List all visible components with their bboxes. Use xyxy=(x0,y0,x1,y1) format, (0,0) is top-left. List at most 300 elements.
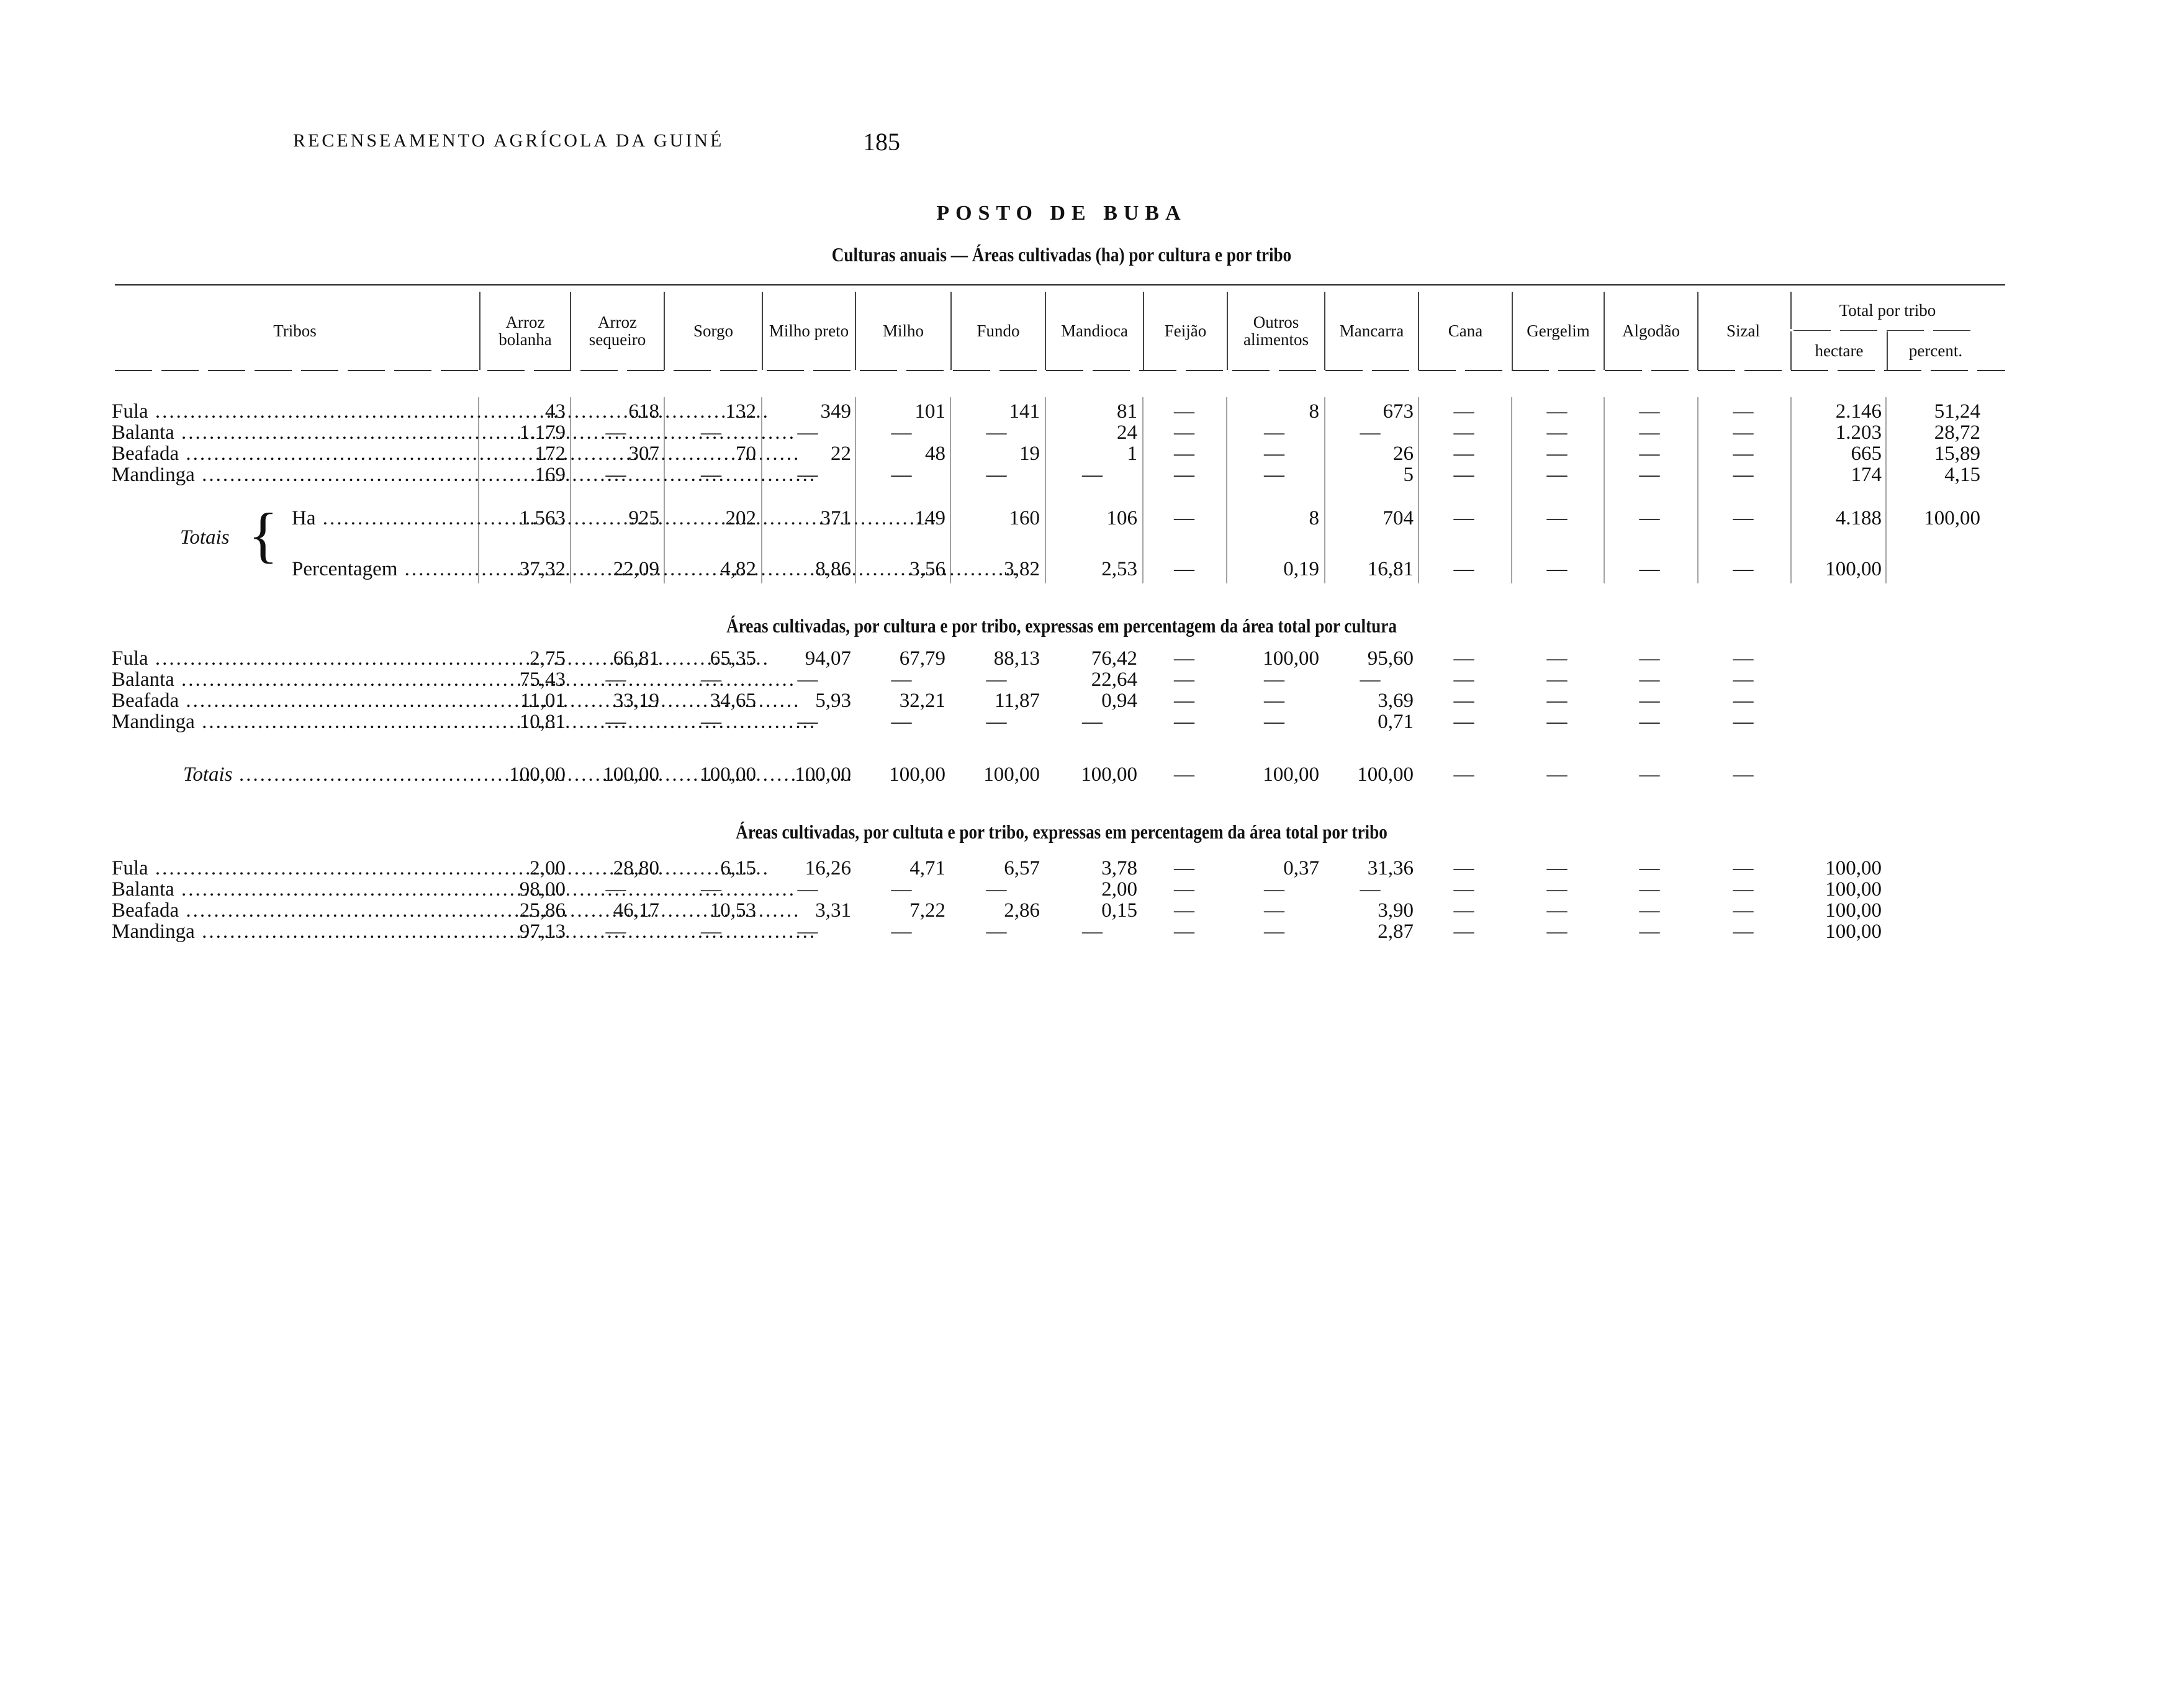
table-cell: 132 xyxy=(725,400,756,423)
table-cell: 65,35 xyxy=(710,647,756,670)
table-cell: — xyxy=(1360,878,1381,901)
column-rule xyxy=(664,397,665,583)
table-cell: 307 xyxy=(628,443,659,465)
table-cell: 618 xyxy=(628,400,659,423)
table-cell: 6,15 xyxy=(720,857,756,879)
table-cell: — xyxy=(986,711,1007,733)
table-cell: — xyxy=(1453,464,1474,486)
column-header: Mancarra xyxy=(1324,292,1418,370)
table-cell: — xyxy=(1733,507,1754,529)
table-cell: — xyxy=(1639,878,1660,901)
table-row xyxy=(0,901,2179,920)
table-cell: 28,72 xyxy=(1934,421,1980,444)
table-cell: 106 xyxy=(1106,507,1137,529)
table-cell: — xyxy=(1082,711,1103,733)
table-cell: 98,00 xyxy=(519,878,566,901)
table-cell: 100,00 xyxy=(1263,647,1319,670)
table-cell: — xyxy=(1639,690,1660,712)
header-hectare: hectare xyxy=(1790,331,1887,370)
table-cell: — xyxy=(1733,558,1754,580)
table-cell: 8 xyxy=(1309,507,1319,529)
row-label: Mandinga ..... xyxy=(112,712,472,731)
column-header: Gergelim xyxy=(1512,292,1604,370)
table-cell: — xyxy=(1639,647,1660,670)
table-cell: 2,87 xyxy=(1378,920,1414,943)
table-cell: — xyxy=(1639,668,1660,691)
table-cell: — xyxy=(1733,857,1754,879)
table-cell: — xyxy=(1546,711,1568,733)
table-cell: — xyxy=(1082,464,1103,486)
table-cell: 100,00 xyxy=(1825,558,1882,580)
table-cell: — xyxy=(1174,920,1194,943)
table-cell: — xyxy=(1733,878,1754,901)
table-cell: 3,56 xyxy=(909,558,945,580)
table-cell: — xyxy=(986,421,1007,444)
table-cell: 141 xyxy=(1009,400,1040,423)
table-cell: 3,78 xyxy=(1101,857,1137,879)
table-cell: 100,00 xyxy=(1825,899,1882,922)
column-rule xyxy=(855,397,856,583)
table-cell: 100,00 xyxy=(1924,507,1980,529)
table-cell: — xyxy=(1453,421,1474,444)
table-cell: 100,00 xyxy=(1081,763,1137,786)
header-tribos: Tribos xyxy=(273,321,317,340)
table-cell: 665 xyxy=(1851,443,1882,465)
table-cell: — xyxy=(1264,878,1284,901)
table-cell: — xyxy=(1546,878,1568,901)
table-cell: — xyxy=(986,668,1007,691)
column-rule xyxy=(478,397,479,583)
table-cell: 81 xyxy=(1117,400,1137,423)
table-cell: — xyxy=(1174,558,1194,580)
column-rule xyxy=(1226,397,1227,583)
table-cell: — xyxy=(1174,711,1194,733)
table-cell: 100,00 xyxy=(1825,920,1882,943)
row-label: Mandinga ..... xyxy=(112,465,472,484)
section-title-por-cultura: Áreas cultivadas, por cultura e por tribo, expressas em percentagem da área total por cultura xyxy=(726,614,1397,637)
column-header: Arroz sequeiro xyxy=(570,292,664,370)
table-cell: 2.146 xyxy=(1835,400,1882,423)
table-cell: — xyxy=(1639,857,1660,879)
table-cell: — xyxy=(1453,763,1474,786)
table-cell: 100,00 xyxy=(1825,878,1882,901)
table-cell: — xyxy=(1453,668,1474,691)
table-cell: — xyxy=(1546,421,1568,444)
table-cell: — xyxy=(986,464,1007,486)
table-cell: — xyxy=(1174,507,1194,529)
table-cell: — xyxy=(1639,899,1660,922)
table-row xyxy=(0,880,2179,899)
column-header: Mandioca xyxy=(1045,292,1143,370)
table-cell: — xyxy=(1733,920,1754,943)
table-cell: — xyxy=(797,464,818,486)
page-number: 185 xyxy=(863,128,900,156)
table-row xyxy=(0,402,2179,421)
column-rule xyxy=(1885,397,1887,583)
totais-label: Totais xyxy=(180,526,230,549)
table-cell: — xyxy=(1733,711,1754,733)
row-label: Beafada ..... xyxy=(112,444,472,463)
table-cell: 160 xyxy=(1009,507,1040,529)
table-cell: 100,00 xyxy=(509,763,566,786)
table-cell: 100,00 xyxy=(795,763,851,786)
table-row xyxy=(0,509,2179,528)
table-cell: — xyxy=(1453,690,1474,712)
table-cell: 0,94 xyxy=(1101,690,1137,712)
table-cell: 28,80 xyxy=(613,857,659,879)
table-cell: — xyxy=(1546,507,1568,529)
table-cell: — xyxy=(1453,443,1474,465)
table-cell: 1.563 xyxy=(519,507,566,529)
table-cell: — xyxy=(701,464,721,486)
table-cell: — xyxy=(701,421,721,444)
table-cell: — xyxy=(1733,464,1754,486)
table-cell: — xyxy=(1546,443,1568,465)
row-label: Balanta ..... xyxy=(112,423,472,442)
table-cell: 75,43 xyxy=(519,668,566,691)
table-cell: — xyxy=(1639,711,1660,733)
table-cell: 4,15 xyxy=(1944,464,1980,486)
table-cell: 51,24 xyxy=(1934,400,1980,423)
table-cell: — xyxy=(1639,558,1660,580)
table-cell: — xyxy=(1733,668,1754,691)
column-rule xyxy=(1324,397,1325,583)
table-cell: — xyxy=(1174,857,1194,879)
table-cell: — xyxy=(1546,690,1568,712)
table-cell: — xyxy=(1546,558,1568,580)
table-cell: — xyxy=(986,878,1007,901)
table-cell: 11,01 xyxy=(520,690,566,712)
table-cell: — xyxy=(1264,920,1284,943)
table-cell: 0,71 xyxy=(1378,711,1414,733)
table-cell: — xyxy=(1264,690,1284,712)
table-cell: — xyxy=(1733,443,1754,465)
table-row xyxy=(0,444,2179,463)
table-cell: 8,86 xyxy=(815,558,851,580)
table-cell: — xyxy=(1453,647,1474,670)
column-header: Algodão xyxy=(1604,292,1697,370)
table-cell: — xyxy=(605,464,626,486)
total-group-rule xyxy=(1793,330,1980,331)
row-label: Fula ..... xyxy=(112,859,472,878)
table-cell: 704 xyxy=(1383,507,1414,529)
table-cell: — xyxy=(1453,507,1474,529)
table-cell: 349 xyxy=(820,400,851,423)
table-cell: 43 xyxy=(545,400,566,423)
column-header: Sorgo xyxy=(664,292,762,370)
table-cell: — xyxy=(1453,558,1474,580)
column-rule xyxy=(1790,397,1792,583)
table-cell: — xyxy=(797,878,818,901)
table-cell: — xyxy=(1453,878,1474,901)
row-label: Beafada ..... xyxy=(112,901,472,920)
column-rule xyxy=(950,397,951,583)
brace-icon: { xyxy=(248,500,278,569)
table-cell: — xyxy=(1264,899,1284,922)
table-cell: 19 xyxy=(1019,443,1040,465)
table-cell: — xyxy=(1453,857,1474,879)
column-rule xyxy=(1604,397,1605,583)
table-cell: — xyxy=(1453,400,1474,423)
table-cell: 10,81 xyxy=(519,711,566,733)
table-cell: 11,87 xyxy=(994,690,1040,712)
table-cell: 100,00 xyxy=(1825,857,1882,879)
table-cell: 3,82 xyxy=(1004,558,1040,580)
table-cell: 8 xyxy=(1309,400,1319,423)
column-header: Milho preto xyxy=(762,292,855,370)
table-row xyxy=(0,922,2179,941)
table-cell: 16,81 xyxy=(1367,558,1414,580)
column-header: Milho xyxy=(855,292,950,370)
table-cell: 1.179 xyxy=(519,421,566,444)
table-cell: 26 xyxy=(1393,443,1414,465)
table-cell: 100,00 xyxy=(1263,763,1319,786)
table-cell: — xyxy=(986,920,1007,943)
table-cell: 3,31 xyxy=(815,899,851,922)
table-cell: — xyxy=(701,878,721,901)
table-cell: — xyxy=(605,878,626,901)
section-title-por-tribo: Áreas cultivadas, por cultuta e por tribo, expressas em percentagem da área total por tribo xyxy=(736,820,1387,843)
table-cell: — xyxy=(1546,920,1568,943)
table-cell: — xyxy=(797,421,818,444)
table-cell: 5,93 xyxy=(815,690,851,712)
column-header: Cana xyxy=(1418,292,1512,370)
column-rule xyxy=(1697,397,1699,583)
table-cell: 66,81 xyxy=(613,647,659,670)
table-cell: 100,00 xyxy=(983,763,1040,786)
column-rule xyxy=(1142,397,1144,583)
table-cell: 34,65 xyxy=(710,690,756,712)
table-cell: — xyxy=(1264,711,1284,733)
table-cell: 4.188 xyxy=(1835,507,1882,529)
table-cell: — xyxy=(891,711,912,733)
table-cell: 7,22 xyxy=(909,899,945,922)
table-cell: — xyxy=(1264,421,1284,444)
column-header: Sizal xyxy=(1697,292,1788,370)
table-row xyxy=(0,465,2179,484)
header-percent: percent. xyxy=(1887,331,1983,370)
table-row xyxy=(0,560,2179,578)
table-cell: 4,82 xyxy=(720,558,756,580)
column-header: Feijão xyxy=(1143,292,1227,370)
table-cell: — xyxy=(1174,647,1194,670)
header-total-por-tribo: Total por tribo xyxy=(1790,292,1983,329)
table-cell: 1 xyxy=(1127,443,1137,465)
table-cell: — xyxy=(1639,920,1660,943)
table-cell: — xyxy=(891,668,912,691)
table-cell: 0,37 xyxy=(1283,857,1319,879)
table-cell: 31,36 xyxy=(1367,857,1414,879)
table-cell: — xyxy=(1639,443,1660,465)
table-cell: 925 xyxy=(628,507,659,529)
column-header: Arroz bolanha xyxy=(479,292,570,370)
table-cell: — xyxy=(1546,857,1568,879)
table-cell: 22,09 xyxy=(613,558,659,580)
table-cell: 33,19 xyxy=(613,690,659,712)
header-bottom-rule xyxy=(115,370,2005,371)
table-cell: — xyxy=(1733,421,1754,444)
table-cell: — xyxy=(1453,899,1474,922)
column-rule xyxy=(761,397,762,583)
table-cell: — xyxy=(701,920,721,943)
table-cell: 5 xyxy=(1403,464,1414,486)
table-cell: — xyxy=(891,421,912,444)
table-cell: — xyxy=(1546,899,1568,922)
table-cell: 2,53 xyxy=(1101,558,1137,580)
table-cell: — xyxy=(701,668,721,691)
table-cell: — xyxy=(1546,668,1568,691)
column-rule xyxy=(1045,397,1046,583)
table-cell: 100,00 xyxy=(1357,763,1414,786)
table-cell: 172 xyxy=(535,443,566,465)
table-cell: — xyxy=(797,920,818,943)
table-cell: 94,07 xyxy=(805,647,851,670)
row-label: Totais ..... xyxy=(183,765,472,784)
table-cell: 3,69 xyxy=(1378,690,1414,712)
table-cell: — xyxy=(1733,763,1754,786)
table-row xyxy=(0,765,2179,784)
table-cell: — xyxy=(605,920,626,943)
table-cell: — xyxy=(1733,647,1754,670)
table-subtitle: Culturas anuais — Áreas cultivadas (ha) por cultura e por tribo xyxy=(831,243,1292,266)
table-cell: 100,00 xyxy=(889,763,945,786)
table-cell: 6,57 xyxy=(1004,857,1040,879)
table-cell: 2,75 xyxy=(530,647,566,670)
table-cell: 22,64 xyxy=(1091,668,1137,691)
table-cell: 70 xyxy=(736,443,756,465)
table-cell: — xyxy=(1174,899,1194,922)
table-cell: — xyxy=(1546,400,1568,423)
table-cell: — xyxy=(605,711,626,733)
table-cell: — xyxy=(1639,763,1660,786)
column-header: Outros alimentos xyxy=(1227,292,1324,370)
table-row xyxy=(0,691,2179,710)
table-cell: — xyxy=(1360,668,1381,691)
table-cell: 0,15 xyxy=(1101,899,1137,922)
table-cell: 174 xyxy=(1851,464,1882,486)
table-cell: 169 xyxy=(535,464,566,486)
row-label: Mandinga ..... xyxy=(112,922,472,941)
row-label: Fula ..... xyxy=(112,649,472,668)
row-label: Balanta ..... xyxy=(112,880,472,899)
running-head: RECENSEAMENTO AGRÍCOLA DA GUINÉ xyxy=(293,130,724,151)
table-cell: — xyxy=(1082,920,1103,943)
table-row xyxy=(0,670,2179,689)
table-cell: — xyxy=(1174,690,1194,712)
row-label: Fula ..... xyxy=(112,402,472,421)
table-cell: — xyxy=(891,920,912,943)
row-label: Ha ..... xyxy=(292,509,472,528)
table-cell: — xyxy=(1546,763,1568,786)
table-cell: 15,89 xyxy=(1934,443,1980,465)
table-cell: — xyxy=(1639,400,1660,423)
table-cell: — xyxy=(891,464,912,486)
column-rule xyxy=(1418,397,1419,583)
row-label: Percentagem ..... xyxy=(292,560,472,578)
table-cell: — xyxy=(1546,464,1568,486)
table-cell: — xyxy=(1264,443,1284,465)
table-row xyxy=(0,423,2179,442)
table-cell: 22 xyxy=(831,443,851,465)
table-cell: 16,26 xyxy=(805,857,851,879)
table-cell: — xyxy=(1453,920,1474,943)
table-cell: 2,00 xyxy=(530,857,566,879)
table-cell: 101 xyxy=(914,400,945,423)
row-label: Beafada ..... xyxy=(112,691,472,710)
table-cell: — xyxy=(1639,464,1660,486)
table-cell: 97,13 xyxy=(519,920,566,943)
table-cell: 10,53 xyxy=(710,899,756,922)
table-cell: 2,86 xyxy=(1004,899,1040,922)
table-cell: 149 xyxy=(914,507,945,529)
table-cell: 67,79 xyxy=(899,647,945,670)
table-cell: — xyxy=(1733,400,1754,423)
table-cell: 88,13 xyxy=(993,647,1040,670)
table-cell: 1.203 xyxy=(1835,421,1882,444)
table-cell: 4,71 xyxy=(909,857,945,879)
table-cell: — xyxy=(1174,421,1194,444)
table-cell: — xyxy=(1174,878,1194,901)
table-cell: 371 xyxy=(820,507,851,529)
table-cell: 24 xyxy=(1117,421,1137,444)
table-cell: — xyxy=(1264,464,1284,486)
table-cell: — xyxy=(1453,711,1474,733)
table-row xyxy=(0,649,2179,668)
table-cell: — xyxy=(605,421,626,444)
table-cell: — xyxy=(1264,668,1284,691)
table-cell: — xyxy=(1174,443,1194,465)
table-cell: 95,60 xyxy=(1367,647,1414,670)
table-cell: — xyxy=(1174,400,1194,423)
table-cell: 32,21 xyxy=(899,690,945,712)
table-cell: 76,42 xyxy=(1091,647,1137,670)
table-cell: 0,19 xyxy=(1283,558,1319,580)
table-cell: — xyxy=(891,878,912,901)
table-cell: 673 xyxy=(1383,400,1414,423)
table-cell: — xyxy=(1733,690,1754,712)
table-cell: 48 xyxy=(925,443,945,465)
table-cell: — xyxy=(1639,421,1660,444)
table-cell: 46,17 xyxy=(613,899,659,922)
table-cell: — xyxy=(1733,899,1754,922)
table-cell: — xyxy=(701,711,721,733)
table-cell: — xyxy=(797,711,818,733)
table-cell: 100,00 xyxy=(603,763,659,786)
column-header: Fundo xyxy=(950,292,1045,370)
table-cell: — xyxy=(1174,668,1194,691)
table-cell: 25,86 xyxy=(519,899,566,922)
row-label: Balanta ..... xyxy=(112,670,472,689)
table-cell: 202 xyxy=(725,507,756,529)
table-row xyxy=(0,859,2179,878)
table-cell: — xyxy=(1174,464,1194,486)
table-title: POSTO DE BUBA xyxy=(936,202,1187,225)
table-cell: — xyxy=(605,668,626,691)
table-cell: — xyxy=(1360,421,1381,444)
table-cell: 3,90 xyxy=(1378,899,1414,922)
table-cell: 2,00 xyxy=(1101,878,1137,901)
column-rule xyxy=(570,397,571,583)
table-row xyxy=(0,712,2179,731)
table-cell: — xyxy=(1546,647,1568,670)
table-cell: — xyxy=(797,668,818,691)
table-cell: 100,00 xyxy=(700,763,756,786)
column-rule xyxy=(1511,397,1512,583)
table-cell: — xyxy=(1174,763,1194,786)
table-cell: — xyxy=(1639,507,1660,529)
top-rule xyxy=(115,284,2005,285)
table-cell: 37,32 xyxy=(519,558,566,580)
